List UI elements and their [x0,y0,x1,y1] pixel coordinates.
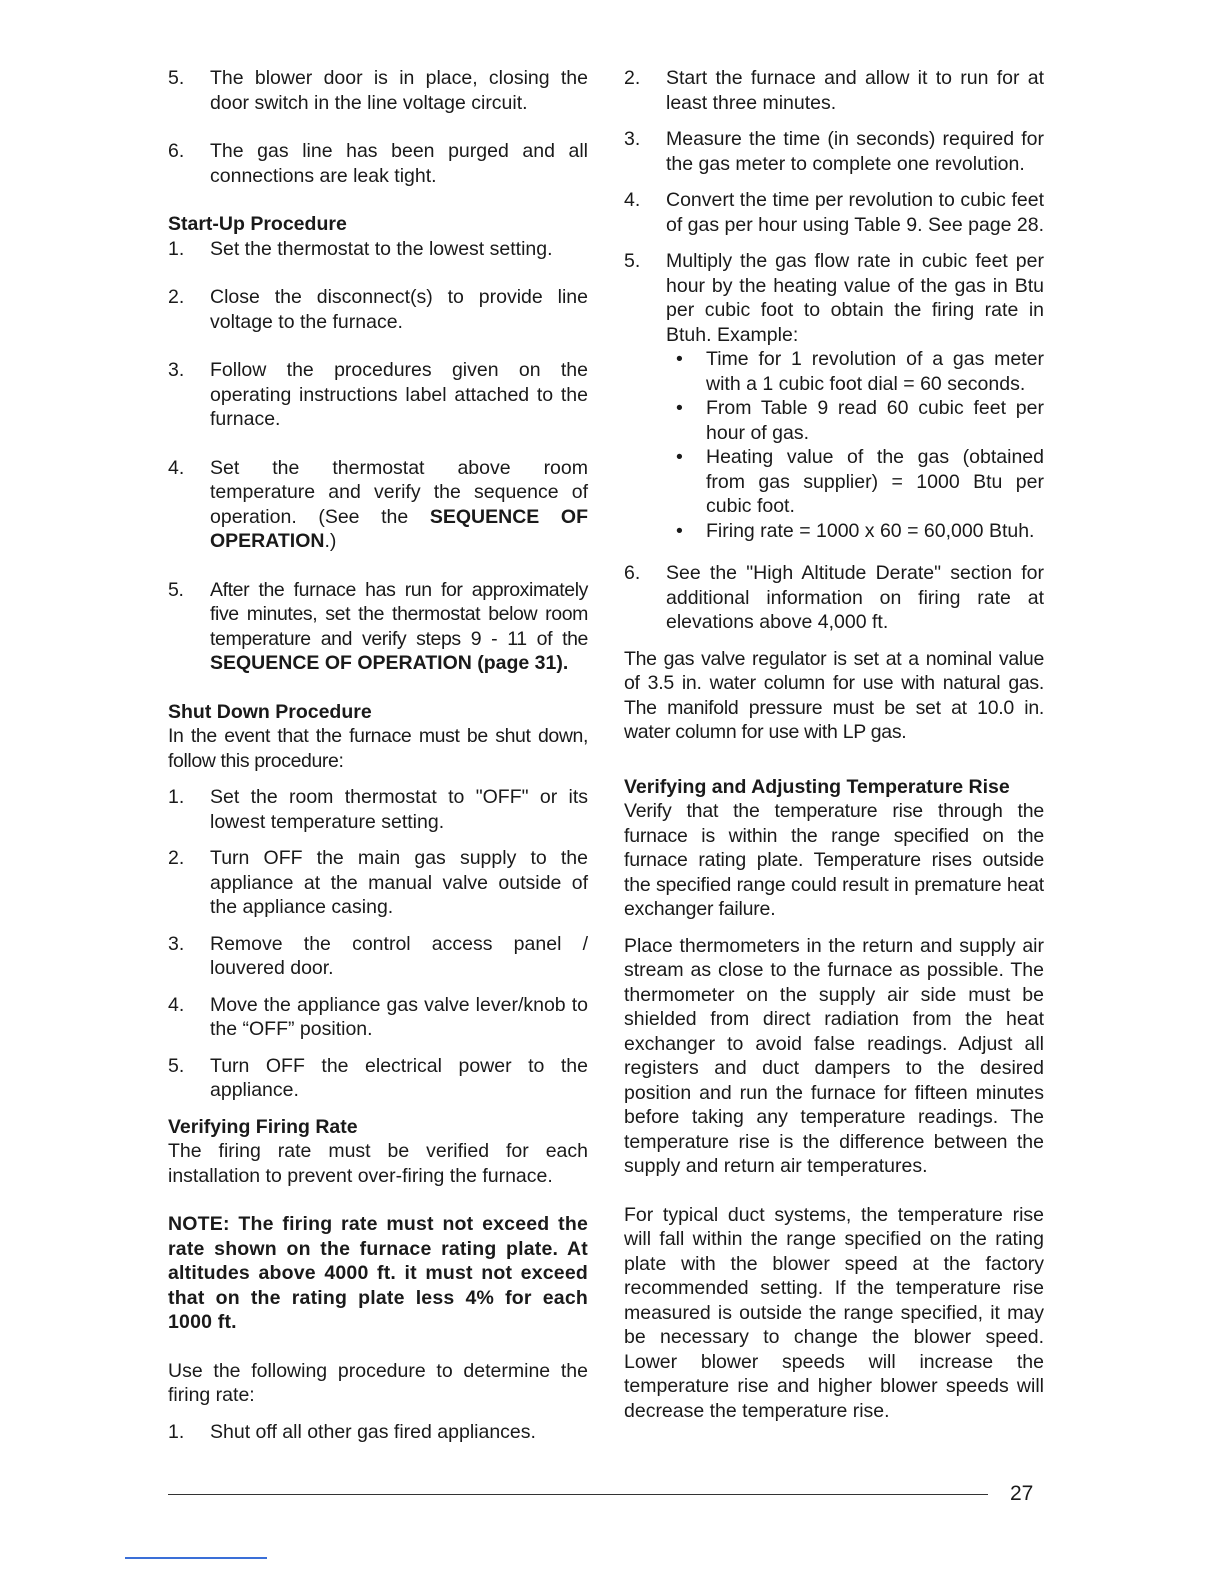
left-column [168,66,588,1444]
firing-note: NOTE: The firing rate must not exceed the rate shown on the furnace rating plate. At altitudes above 4000 ft. it must not exceed that on the rating plate less 4% for each 1000 ft. [168,1213,588,1333]
bullet-icon: • [676,348,683,370]
item-number: 1. [168,237,185,260]
list-item [168,237,588,262]
bullet-icon: • [676,519,683,542]
item-number: 2. [168,286,185,308]
list-item [168,846,588,920]
list-item [168,1420,588,1445]
shutdown-heading: Shut Down Procedure [168,700,372,723]
item-text: After the furnace has run for approximately five minutes, set the thermostat below room temperature and verify steps 9 - 11 of the [210,578,588,650]
item-bold-ref: SEQUENCE OF OPERATION (page 31). [210,652,569,674]
item-text: Turn OFF the electrical power to the appliance. [210,1054,588,1101]
list-item [624,249,1044,347]
bullet-text: From Table 9 read 60 cubic feet per hour of gas. [706,397,1044,444]
bullet-item [666,347,1044,396]
example-bullets [624,347,1044,543]
item-text: Start the furnace and allow it to run for at least three minutes. [666,67,1044,114]
firing-heading: Verifying Firing Rate [168,1115,358,1138]
item-number: 5. [168,67,185,89]
list-item [168,456,588,554]
item-number: 4. [168,456,185,479]
item-text: Multiply the gas flow rate in cubic feet per hour by the heating value of the gas in Btu per cubic foot to obtain the firing rate in Btuh. Example: [666,250,1044,346]
bullet-item [666,445,1044,519]
temp-rise-heading: Verifying and Adjusting Temperature Rise [624,775,1010,798]
bullet-text: Time for 1 revolution of a gas meter with a 1 cubic foot dial = 60 seconds. [706,348,1044,395]
item-number: 4. [168,993,185,1016]
regulator-paragraph: The gas valve regulator is set at a nominal value of 3.5 in. water column for use with natural gas. The manifold pressure must be set at 10.0 in. water column for use with LP gas. [624,647,1044,743]
item-text: Move the appliance gas valve lever/knob to the “OFF” position. [210,993,588,1040]
shutdown-intro: In the event that the furnace must be shut down, follow this procedure: [168,725,588,772]
item-number: 6. [168,140,185,162]
list-item [168,578,588,676]
bullet-icon: • [676,397,683,419]
procedure-intro: Use the following procedure to determine the firing rate: [168,1359,588,1406]
item-text: The gas line has been purged and all connections are leak tight. [210,140,588,187]
list-item [168,285,588,334]
item-text: Close the disconnect(s) to provide line voltage to the furnace. [210,286,588,333]
bullet-text: Firing rate = 1000 x 60 = 60,000 Btuh. [706,519,1035,542]
item-text: Measure the time (in seconds) required for the gas meter to complete one revolution. [666,128,1044,175]
item-number: 3. [624,128,641,150]
list-item [168,358,588,432]
list-item [624,188,1044,237]
right-column [624,66,1044,1423]
bullet-item [666,519,1044,544]
list-item [624,66,1044,115]
item-text: Shut off all other gas fired appliances. [210,1420,536,1443]
item-number: 2. [624,67,641,89]
item-text: .) [324,530,337,552]
item-text: Set the room thermostat to "OFF" or its lowest temperature setting. [210,786,588,833]
temp-rise-paragraph: For typical duct systems, the temperature rise will fall within the range specified on the rating plate with the blower speed at the factory recommended setting. If the temperature rise measured is outside the range specified, it may be necessary to change the blower speed. Lower blower speeds will increase the temperature rise and higher blower speeds will decrease the temperature rise. [624,1203,1044,1422]
list-item [168,785,588,834]
item-number: 1. [168,786,185,808]
list-item [624,127,1044,176]
item-text: Follow the procedures given on the operating instructions label attached to the furnace. [210,359,588,430]
item-number: 1. [168,1420,185,1443]
item-number: 3. [168,359,185,381]
item-text: The blower door is in place, closing the door switch in the line voltage circuit. [210,67,588,114]
list-item [168,66,588,115]
item-text: See the "High Altitude Derate" section for additional information on firing rate at elevations above 4,000 ft. [666,562,1044,633]
bullet-text: Heating value of the gas (obtained from gas supplier) = 1000 Btu per cubic foot. [706,446,1044,517]
item-number: 5. [624,250,641,272]
item-text: Remove the control access panel / louvered door. [210,932,588,979]
item-number: 2. [168,847,185,869]
firing-intro: The firing rate must be verified for each installation to prevent over-firing the furnace. [168,1140,588,1187]
bullet-item [666,396,1044,445]
list-item [168,139,588,188]
list-item [168,993,588,1042]
item-number: 5. [168,578,184,601]
temp-rise-paragraph: Place thermometers in the return and supply air stream as close to the furnace as possible. The thermometer on the supply air side must be shielded from direct radiation from the heat exchanger to avoid false readings. Adjust all registers and duct dampers to the desired position and run the furnace for fifteen minutes before taking any temperature readings. The temperature rise is the difference between the supply and return air temperatures. [624,934,1044,1177]
item-number: 3. [168,932,185,955]
footer-rule [168,1494,988,1495]
item-text: Convert the time per revolution to cubic feet of gas per hour using Table 9. See page 28. [666,189,1045,236]
item-text: Turn OFF the main gas supply to the appliance at the manual valve outside of the appliance casing. [210,847,588,918]
item-bold-ref: SEQUENCE OF OPERATION [210,505,588,552]
list-item [624,561,1044,635]
item-text: Set the thermostat above room temperature and verify the sequence of operation. (See the [210,456,588,528]
item-number: 6. [624,562,641,584]
item-number: 5. [168,1054,185,1077]
list-item [168,932,588,981]
startup-heading: Start-Up Procedure [168,213,347,235]
page-number: 27 [1010,1482,1034,1505]
item-text: Set the thermostat to the lowest setting. [210,237,553,260]
scan-edge-line [125,1557,267,1559]
temp-rise-paragraph: Verify that the temperature rise through the furnace is within the range specified on the furnace rating plate. Temperature rises outside the specified range could result in premature heat exchanger failure. [624,800,1044,920]
list-item [168,1054,588,1103]
item-number: 4. [624,189,641,211]
bullet-icon: • [676,446,683,468]
